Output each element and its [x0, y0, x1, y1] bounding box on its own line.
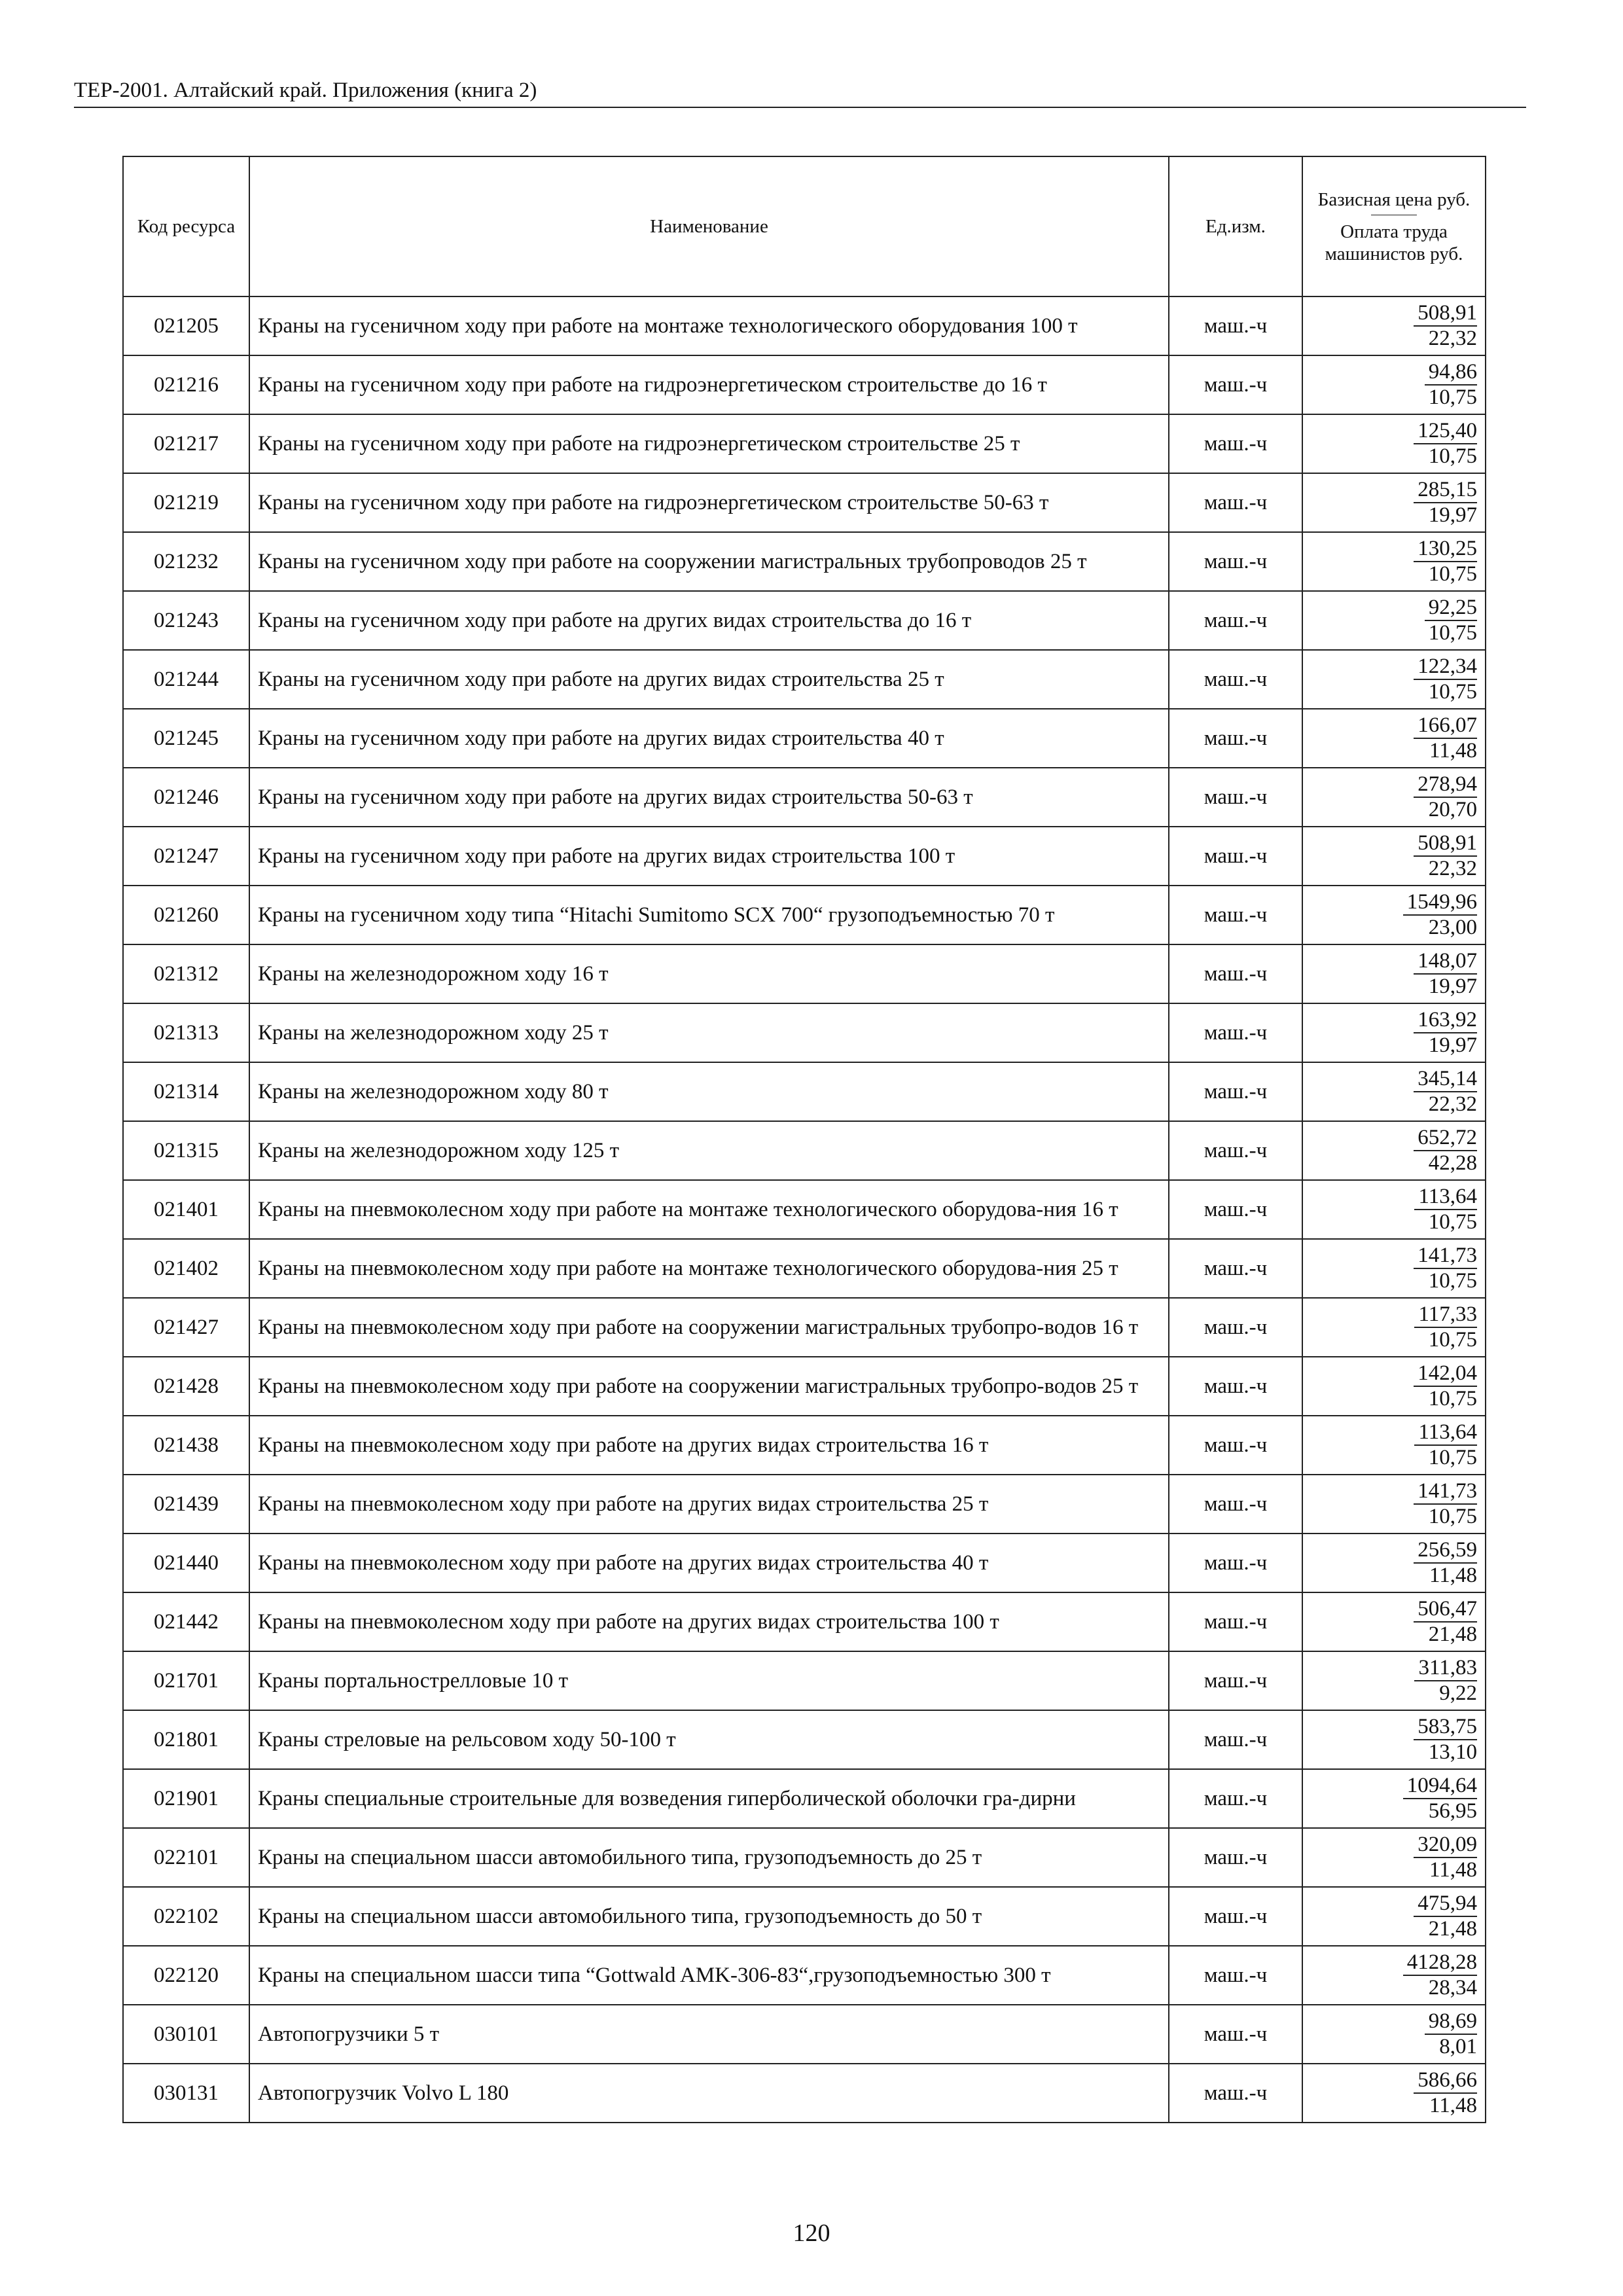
resource-unit: маш.-ч — [1169, 296, 1302, 355]
resource-name: Краны специальные строительные для возведения гиперболической оболочки гра-дирни — [249, 1769, 1169, 1828]
table-row — [123, 650, 1486, 709]
base-price: 508,91 — [1414, 831, 1477, 857]
resource-name: Краны на специальном шасси автомобильного типа, грузоподъемность до 25 т — [249, 1828, 1169, 1887]
resource-code: 021701 — [123, 1651, 249, 1710]
operator-labor-cost: 23,00 — [1428, 916, 1477, 939]
table-row — [123, 1239, 1486, 1298]
price-fraction — [1414, 1892, 1477, 1941]
resource-unit: маш.-ч — [1169, 2064, 1302, 2123]
operator-labor-cost: 21,48 — [1428, 1917, 1477, 1941]
resource-unit: маш.-ч — [1169, 1534, 1302, 1592]
resource-price — [1302, 886, 1486, 944]
table-body — [123, 296, 1486, 2123]
table-row — [123, 591, 1486, 650]
resource-unit: маш.-ч — [1169, 1651, 1302, 1710]
resource-unit: маш.-ч — [1169, 591, 1302, 650]
resource-code: 021428 — [123, 1357, 249, 1416]
base-price: 141,73 — [1414, 1244, 1477, 1269]
resource-code: 021315 — [123, 1121, 249, 1180]
operator-labor-cost: 10,75 — [1428, 1269, 1477, 1293]
resource-price — [1302, 591, 1486, 650]
price-fraction — [1403, 1774, 1477, 1823]
price-fraction — [1414, 1361, 1477, 1411]
price-fraction — [1414, 1185, 1477, 1234]
operator-labor-cost: 13,10 — [1428, 1740, 1477, 1764]
resource-name: Краны портальнострелловые 10 т — [249, 1651, 1169, 1710]
resource-name: Краны на гусеничном ходу при работе на других видах строительства 25 т — [249, 650, 1169, 709]
page-header: ТЕР-2001. Алтайский край. Приложения (книга 2) — [74, 79, 537, 102]
resource-name: Краны на специальном шасси типа “Gottwald AMK-306-83“,грузоподъемностью 300 т — [249, 1946, 1169, 2005]
price-fraction — [1414, 655, 1477, 704]
price-fraction — [1414, 1008, 1477, 1058]
resource-code: 021402 — [123, 1239, 249, 1298]
resource-unit: маш.-ч — [1169, 1769, 1302, 1828]
base-price: 141,73 — [1414, 1479, 1477, 1505]
table-row — [123, 414, 1486, 473]
resource-name: Автопогрузчики 5 т — [249, 2005, 1169, 2064]
price-fraction — [1414, 537, 1477, 586]
resource-price — [1302, 414, 1486, 473]
resource-price — [1302, 2005, 1486, 2064]
table-row — [123, 1651, 1486, 1710]
table-row — [123, 768, 1486, 827]
base-price: 311,83 — [1414, 1656, 1477, 1681]
price-fraction — [1414, 478, 1477, 528]
resource-unit: маш.-ч — [1169, 2005, 1302, 2064]
operator-labor-cost: 10,75 — [1428, 1505, 1477, 1528]
base-price: 586,66 — [1414, 2068, 1477, 2094]
resource-unit: маш.-ч — [1169, 944, 1302, 1003]
resource-price — [1302, 709, 1486, 768]
base-price: 163,92 — [1414, 1008, 1477, 1033]
price-fraction — [1414, 301, 1477, 351]
base-price: 508,91 — [1414, 301, 1477, 327]
column-header-code: Код ресурса — [123, 156, 249, 296]
resource-price — [1302, 768, 1486, 827]
base-price: 142,04 — [1414, 1361, 1477, 1387]
resource-name: Краны на железнодорожном ходу 25 т — [249, 1003, 1169, 1062]
resource-table — [122, 156, 1486, 2123]
resource-unit: маш.-ч — [1169, 1062, 1302, 1121]
price-fraction — [1414, 2068, 1477, 2118]
base-price: 125,40 — [1414, 419, 1477, 444]
resource-code: 021312 — [123, 944, 249, 1003]
resource-price — [1302, 827, 1486, 886]
resource-name: Краны на специальном шасси автомобильного типа, грузоподъемность до 50 т — [249, 1887, 1169, 1946]
table-row — [123, 1828, 1486, 1887]
resource-price — [1302, 1710, 1486, 1769]
base-price: 130,25 — [1414, 537, 1477, 562]
table-row — [123, 1887, 1486, 1946]
resource-name: Краны на пневмоколесном ходу при работе на других видах строительства 16 т — [249, 1416, 1169, 1475]
price-fraction — [1414, 713, 1477, 763]
resource-code: 022120 — [123, 1946, 249, 2005]
operator-labor-cost: 19,97 — [1428, 503, 1477, 527]
resource-name: Краны на гусеничном ходу при работе на других видах строительства 100 т — [249, 827, 1169, 886]
base-price: 148,07 — [1414, 949, 1477, 975]
resource-code: 021243 — [123, 591, 249, 650]
resource-name: Краны на гусеничном ходу при работе на других видах строительства 50-63 т — [249, 768, 1169, 827]
resource-name: Краны на гусеничном ходу при работе на монтаже технологического оборудования 100 т — [249, 296, 1169, 355]
resource-unit: маш.-ч — [1169, 532, 1302, 591]
base-price: 98,69 — [1425, 2009, 1477, 2035]
resource-unit: маш.-ч — [1169, 1887, 1302, 1946]
operator-labor-cost: 10,75 — [1428, 1210, 1477, 1234]
operator-labor-cost: 11,48 — [1429, 2094, 1477, 2117]
base-price: 113,64 — [1414, 1420, 1477, 1446]
resource-unit: маш.-ч — [1169, 1121, 1302, 1180]
base-price: 506,47 — [1414, 1597, 1477, 1623]
resource-unit: маш.-ч — [1169, 473, 1302, 532]
resource-price — [1302, 1298, 1486, 1357]
resource-code: 021438 — [123, 1416, 249, 1475]
resource-code: 021901 — [123, 1769, 249, 1828]
operator-labor-cost: 56,95 — [1428, 1799, 1477, 1823]
resource-price — [1302, 1828, 1486, 1887]
resource-name: Краны на гусеничном ходу при работе на других видах строительства до 16 т — [249, 591, 1169, 650]
operator-labor-cost: 42,28 — [1428, 1151, 1477, 1175]
operator-labor-cost: 10,75 — [1428, 1446, 1477, 1469]
price-fraction — [1414, 1833, 1477, 1882]
column-header-name: Наименование — [249, 156, 1169, 296]
resource-unit: маш.-ч — [1169, 768, 1302, 827]
resource-name: Краны на гусеничном ходу при работе на гидроэнергетическом строительстве до 16 т — [249, 355, 1169, 414]
resource-name: Краны на пневмоколесном ходу при работе на других видах строительства 40 т — [249, 1534, 1169, 1592]
price-fraction — [1414, 1126, 1477, 1175]
table-row — [123, 1180, 1486, 1239]
operator-labor-cost: 10,75 — [1428, 621, 1477, 645]
header-rule — [74, 107, 1526, 108]
resource-code: 021247 — [123, 827, 249, 886]
resource-name: Краны на пневмоколесном ходу при работе на монтаже технологического оборудова-ния 16 т — [249, 1180, 1169, 1239]
resource-unit: маш.-ч — [1169, 1710, 1302, 1769]
table-row — [123, 1416, 1486, 1475]
base-price: 652,72 — [1414, 1126, 1477, 1151]
price-fraction — [1414, 1538, 1477, 1588]
operator-labor-cost: 10,75 — [1428, 386, 1477, 409]
resource-code: 021401 — [123, 1180, 249, 1239]
resource-unit: маш.-ч — [1169, 414, 1302, 473]
table-row — [123, 296, 1486, 355]
price-fraction — [1414, 1597, 1477, 1647]
base-price: 475,94 — [1414, 1892, 1477, 1917]
resource-price — [1302, 1592, 1486, 1651]
operator-labor-cost: 19,97 — [1428, 975, 1477, 998]
table-row — [123, 1534, 1486, 1592]
price-fraction — [1414, 772, 1477, 822]
resource-code: 021260 — [123, 886, 249, 944]
price-fraction — [1414, 1244, 1477, 1293]
resource-unit: маш.-ч — [1169, 1298, 1302, 1357]
table-row — [123, 1298, 1486, 1357]
resource-price — [1302, 1180, 1486, 1239]
table-row — [123, 1475, 1486, 1534]
table-row — [123, 1946, 1486, 2005]
resource-name: Краны на гусеничном ходу типа “Hitachi Sumitomo SCX 700“ грузоподъемностью 70 т — [249, 886, 1169, 944]
resource-code: 022101 — [123, 1828, 249, 1887]
base-price: 345,14 — [1414, 1067, 1477, 1092]
resource-unit: маш.-ч — [1169, 827, 1302, 886]
price-fraction — [1403, 1950, 1477, 2000]
table-row — [123, 1062, 1486, 1121]
table-row — [123, 1003, 1486, 1062]
operator-labor-cost: 10,75 — [1428, 562, 1477, 586]
operator-labor-cost: 19,97 — [1428, 1033, 1477, 1057]
base-price: 278,94 — [1414, 772, 1477, 798]
base-price: 113,64 — [1414, 1185, 1477, 1210]
resource-name: Краны на пневмоколесном ходу при работе на других видах строительства 25 т — [249, 1475, 1169, 1534]
price-fraction — [1414, 1656, 1477, 1706]
base-price: 122,34 — [1414, 655, 1477, 680]
table-row — [123, 886, 1486, 944]
table-row — [123, 1121, 1486, 1180]
column-header-price — [1302, 156, 1486, 296]
resource-price — [1302, 1239, 1486, 1298]
table-row — [123, 1710, 1486, 1769]
resource-code: 021205 — [123, 296, 249, 355]
table-row — [123, 1769, 1486, 1828]
resource-code: 021244 — [123, 650, 249, 709]
resource-unit: маш.-ч — [1169, 1239, 1302, 1298]
operator-labor-cost: 22,32 — [1428, 1092, 1477, 1116]
resource-unit: маш.-ч — [1169, 886, 1302, 944]
resource-code: 021313 — [123, 1003, 249, 1062]
resource-unit: маш.-ч — [1169, 1592, 1302, 1651]
base-price: 320,09 — [1414, 1833, 1477, 1858]
resource-code: 021442 — [123, 1592, 249, 1651]
resource-code: 021439 — [123, 1475, 249, 1534]
price-fraction — [1414, 1302, 1477, 1352]
resource-unit: маш.-ч — [1169, 1828, 1302, 1887]
table-row — [123, 1357, 1486, 1416]
table-row — [123, 2005, 1486, 2064]
price-fraction — [1425, 596, 1477, 645]
price-fraction — [1414, 1715, 1477, 1765]
price-fraction — [1425, 2009, 1477, 2059]
resource-code: 021219 — [123, 473, 249, 532]
resource-price — [1302, 1651, 1486, 1710]
table-row — [123, 827, 1486, 886]
base-price: 92,25 — [1425, 596, 1477, 621]
resource-price — [1302, 296, 1486, 355]
resource-code: 021801 — [123, 1710, 249, 1769]
table-row — [123, 473, 1486, 532]
operator-labor-cost: 28,34 — [1428, 1976, 1477, 2000]
operator-labor-cost: 22,32 — [1428, 857, 1477, 880]
table-row — [123, 355, 1486, 414]
resource-name: Краны на железнодорожном ходу 80 т — [249, 1062, 1169, 1121]
resource-code: 021314 — [123, 1062, 249, 1121]
table-row — [123, 944, 1486, 1003]
base-price: 1094,64 — [1403, 1774, 1477, 1799]
base-price: 166,07 — [1414, 713, 1477, 739]
resource-price — [1302, 1769, 1486, 1828]
resource-code: 021245 — [123, 709, 249, 768]
price-fraction — [1414, 949, 1477, 999]
resource-code: 021427 — [123, 1298, 249, 1357]
resource-unit: маш.-ч — [1169, 1475, 1302, 1534]
base-price: 94,86 — [1425, 360, 1477, 386]
resource-unit: маш.-ч — [1169, 1946, 1302, 2005]
resource-name: Краны на гусеничном ходу при работе на гидроэнергетическом строительстве 25 т — [249, 414, 1169, 473]
operator-labor-cost: 22,32 — [1428, 327, 1477, 350]
base-price: 117,33 — [1414, 1302, 1477, 1328]
resource-unit: маш.-ч — [1169, 1416, 1302, 1475]
resource-code: 021246 — [123, 768, 249, 827]
table-row — [123, 532, 1486, 591]
resource-unit: маш.-ч — [1169, 1003, 1302, 1062]
price-fraction — [1425, 360, 1477, 410]
operator-labor-cost: 21,48 — [1428, 1623, 1477, 1646]
resource-code: 021440 — [123, 1534, 249, 1592]
table-header-row — [123, 156, 1486, 296]
resource-price — [1302, 1121, 1486, 1180]
price-fraction — [1414, 1067, 1477, 1117]
operator-labor-cost: 8,01 — [1439, 2035, 1477, 2058]
resource-price — [1302, 1003, 1486, 1062]
price-fraction — [1414, 831, 1477, 881]
operator-labor-cost: 10,75 — [1428, 444, 1477, 468]
resource-price — [1302, 1475, 1486, 1534]
resource-price — [1302, 944, 1486, 1003]
resource-name: Краны на пневмоколесном ходу при работе на сооружении магистральных трубопро-водов 25 т — [249, 1357, 1169, 1416]
resource-name: Краны на пневмоколесном ходу при работе на сооружении магистральных трубопро-водов 16 т — [249, 1298, 1169, 1357]
operator-labor-cost: 11,48 — [1429, 1858, 1477, 1882]
resource-name: Краны на гусеничном ходу при работе на гидроэнергетическом строительстве 50-63 т — [249, 473, 1169, 532]
resource-price — [1302, 355, 1486, 414]
price-fraction — [1414, 1479, 1477, 1529]
resource-name: Краны на пневмоколесном ходу при работе на монтаже технологического оборудова-ния 25 т — [249, 1239, 1169, 1298]
base-price: 583,75 — [1414, 1715, 1477, 1740]
resource-code: 021232 — [123, 532, 249, 591]
resource-code: 030131 — [123, 2064, 249, 2123]
operator-labor-cost: 11,48 — [1429, 739, 1477, 762]
price-fraction — [1414, 1420, 1477, 1470]
resource-price — [1302, 1946, 1486, 2005]
base-price: 4128,28 — [1403, 1950, 1477, 1976]
operator-labor-cost: 20,70 — [1428, 798, 1477, 821]
base-price: 1549,96 — [1403, 890, 1477, 916]
base-price: 285,15 — [1414, 478, 1477, 503]
table-row — [123, 709, 1486, 768]
resource-unit: маш.-ч — [1169, 650, 1302, 709]
resource-name: Автопогрузчик Volvo L 180 — [249, 2064, 1169, 2123]
resource-unit: маш.-ч — [1169, 355, 1302, 414]
table-row — [123, 1592, 1486, 1651]
resource-price — [1302, 1534, 1486, 1592]
resource-unit: маш.-ч — [1169, 1357, 1302, 1416]
operator-labor-cost: 10,75 — [1428, 1328, 1477, 1352]
resource-unit: маш.-ч — [1169, 1180, 1302, 1239]
operator-labor-cost: 9,22 — [1439, 1681, 1477, 1705]
column-header-price-labor: Оплата труда машинистов руб. — [1325, 221, 1463, 264]
base-price: 256,59 — [1414, 1538, 1477, 1564]
resource-name: Краны на гусеничном ходу при работе на сооружении магистральных трубопроводов 25 т — [249, 532, 1169, 591]
resource-price — [1302, 532, 1486, 591]
price-fraction — [1414, 419, 1477, 469]
resource-code: 022102 — [123, 1887, 249, 1946]
resource-code: 021216 — [123, 355, 249, 414]
resource-name: Краны на гусеничном ходу при работе на других видах строительства 40 т — [249, 709, 1169, 768]
resource-price — [1302, 2064, 1486, 2123]
operator-labor-cost: 10,75 — [1428, 1387, 1477, 1410]
resource-price — [1302, 473, 1486, 532]
resource-price — [1302, 1062, 1486, 1121]
resource-code: 021217 — [123, 414, 249, 473]
column-header-unit: Ед.изм. — [1169, 156, 1302, 296]
resource-name: Краны на железнодорожном ходу 125 т — [249, 1121, 1169, 1180]
operator-labor-cost: 10,75 — [1428, 680, 1477, 704]
resource-code: 030101 — [123, 2005, 249, 2064]
resource-unit: маш.-ч — [1169, 709, 1302, 768]
resource-name: Краны на пневмоколесном ходу при работе на других видах строительства 100 т — [249, 1592, 1169, 1651]
resource-price — [1302, 650, 1486, 709]
column-header-price-base: Базисная цена руб. — [1317, 188, 1471, 210]
resource-name: Краны стреловые на рельсовом ходу 50-100 т — [249, 1710, 1169, 1769]
operator-labor-cost: 11,48 — [1429, 1564, 1477, 1587]
resource-price — [1302, 1887, 1486, 1946]
resource-price — [1302, 1416, 1486, 1475]
resource-price — [1302, 1357, 1486, 1416]
resource-name: Краны на железнодорожном ходу 16 т — [249, 944, 1169, 1003]
table-row — [123, 2064, 1486, 2123]
page-number: 120 — [793, 2219, 830, 2247]
price-fraction — [1403, 890, 1477, 940]
